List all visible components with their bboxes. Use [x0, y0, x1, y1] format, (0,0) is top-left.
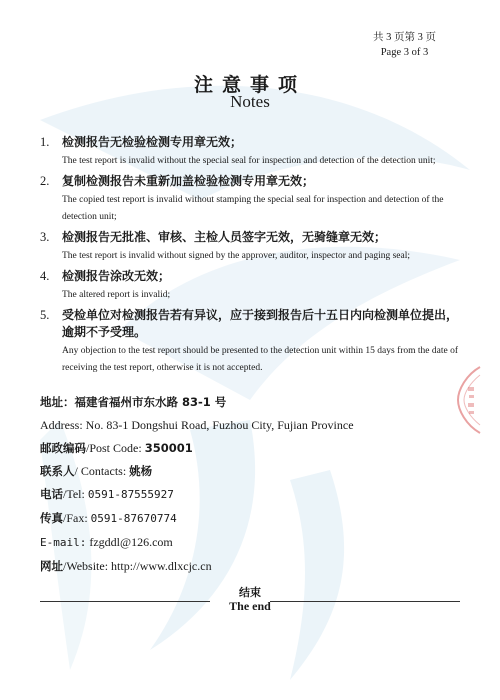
contact-label-en: / Contacts: [74, 464, 127, 478]
note-number: 4. [40, 269, 50, 283]
note-text-en: The test report is invalid without the special seal for inspection and detection of the detection unit; [62, 156, 436, 166]
email-label: E-mail: [40, 536, 87, 549]
note-text-cn: 检测报告无批准、审核、主检人员签字无效，无骑缝章无效； [62, 230, 387, 244]
fax-value: 0591-87670774 [90, 512, 177, 525]
paging-seal-stamp [452, 365, 482, 435]
note-item [40, 173, 460, 226]
note-item [40, 307, 460, 377]
page-number-cn: 共 3 页第 3 页 [373, 32, 436, 43]
tel-value: 0591-87555927 [87, 488, 174, 501]
address-cn-row [40, 394, 470, 410]
address-en: Address: No. 83-1 Dongshui Road, Fuzhou City, Fujian Province [40, 418, 354, 432]
note-item [40, 268, 460, 304]
website-label-cn: 网址 [40, 559, 63, 573]
fax-label-en: /Fax: [63, 511, 88, 525]
note-item [40, 229, 460, 265]
postcode-label-en: /Post Code: [86, 441, 142, 455]
tel-label-cn: 电话 [40, 487, 63, 501]
note-text-en: The altered report is invalid; [62, 290, 171, 300]
note-text-en: Any objection to the test report should be presented to the detection unit within 15 days from the date of receiving the test report, otherwise it is not accepted. [62, 346, 459, 373]
contact-name: 姚杨 [129, 464, 153, 478]
email-row [40, 534, 470, 551]
postcode-row [40, 440, 470, 456]
note-number: 5. [40, 308, 50, 322]
end-text-cn: 结束 [239, 586, 261, 599]
website-row [40, 558, 470, 574]
contact-block [40, 394, 470, 581]
note-text-cn: 检测报告无检验检测专用章无效； [62, 135, 243, 149]
page-number-en: Page 3 of 3 [380, 47, 429, 58]
notes-list [40, 134, 460, 377]
postcode-label-cn: 邮政编码 [40, 441, 86, 455]
note-text-en: The copied test report is invalid without stamping the special seal for inspection and detection of the detection unit; [62, 195, 444, 222]
note-number: 3. [40, 230, 50, 244]
tel-row [40, 486, 470, 503]
address-en-row [40, 417, 470, 433]
note-number: 1. [40, 135, 50, 149]
address-cn-label: 地址： [40, 395, 75, 409]
contact-person-row [40, 463, 470, 479]
fax-label-cn: 传真 [40, 511, 63, 525]
email-value: fzgddl@126.com [89, 535, 173, 549]
note-text-en: The test report is invalid without signed by the approver, auditor, inspector and paging seal; [62, 251, 411, 261]
end-text-en: The end [229, 599, 271, 613]
tel-label-en: /Tel: [63, 487, 85, 501]
address-cn: 福建省福州市东水路 83-1 号 [74, 395, 227, 409]
website-label-en: /Website: [63, 559, 109, 573]
postcode-value: 350001 [144, 441, 193, 455]
title-cn: 注意事项 [193, 74, 306, 96]
note-item [40, 134, 460, 170]
note-text-cn: 受检单位对检测报告若有异议，应于接到报告后十五日内向检测单位提出，逾期不予受理。 [62, 308, 459, 339]
contact-label-cn: 联系人 [40, 464, 75, 478]
title-en: Notes [230, 92, 270, 111]
end-section [40, 586, 460, 616]
fax-row [40, 510, 470, 527]
page-number [373, 30, 436, 60]
note-number: 2. [40, 174, 50, 188]
note-text-cn: 复制检测报告未重新加盖检验检测专用章无效； [62, 174, 315, 188]
website-value: http://www.dlxcjc.cn [111, 559, 212, 573]
note-text-cn: 检测报告涂改无效； [62, 269, 171, 283]
